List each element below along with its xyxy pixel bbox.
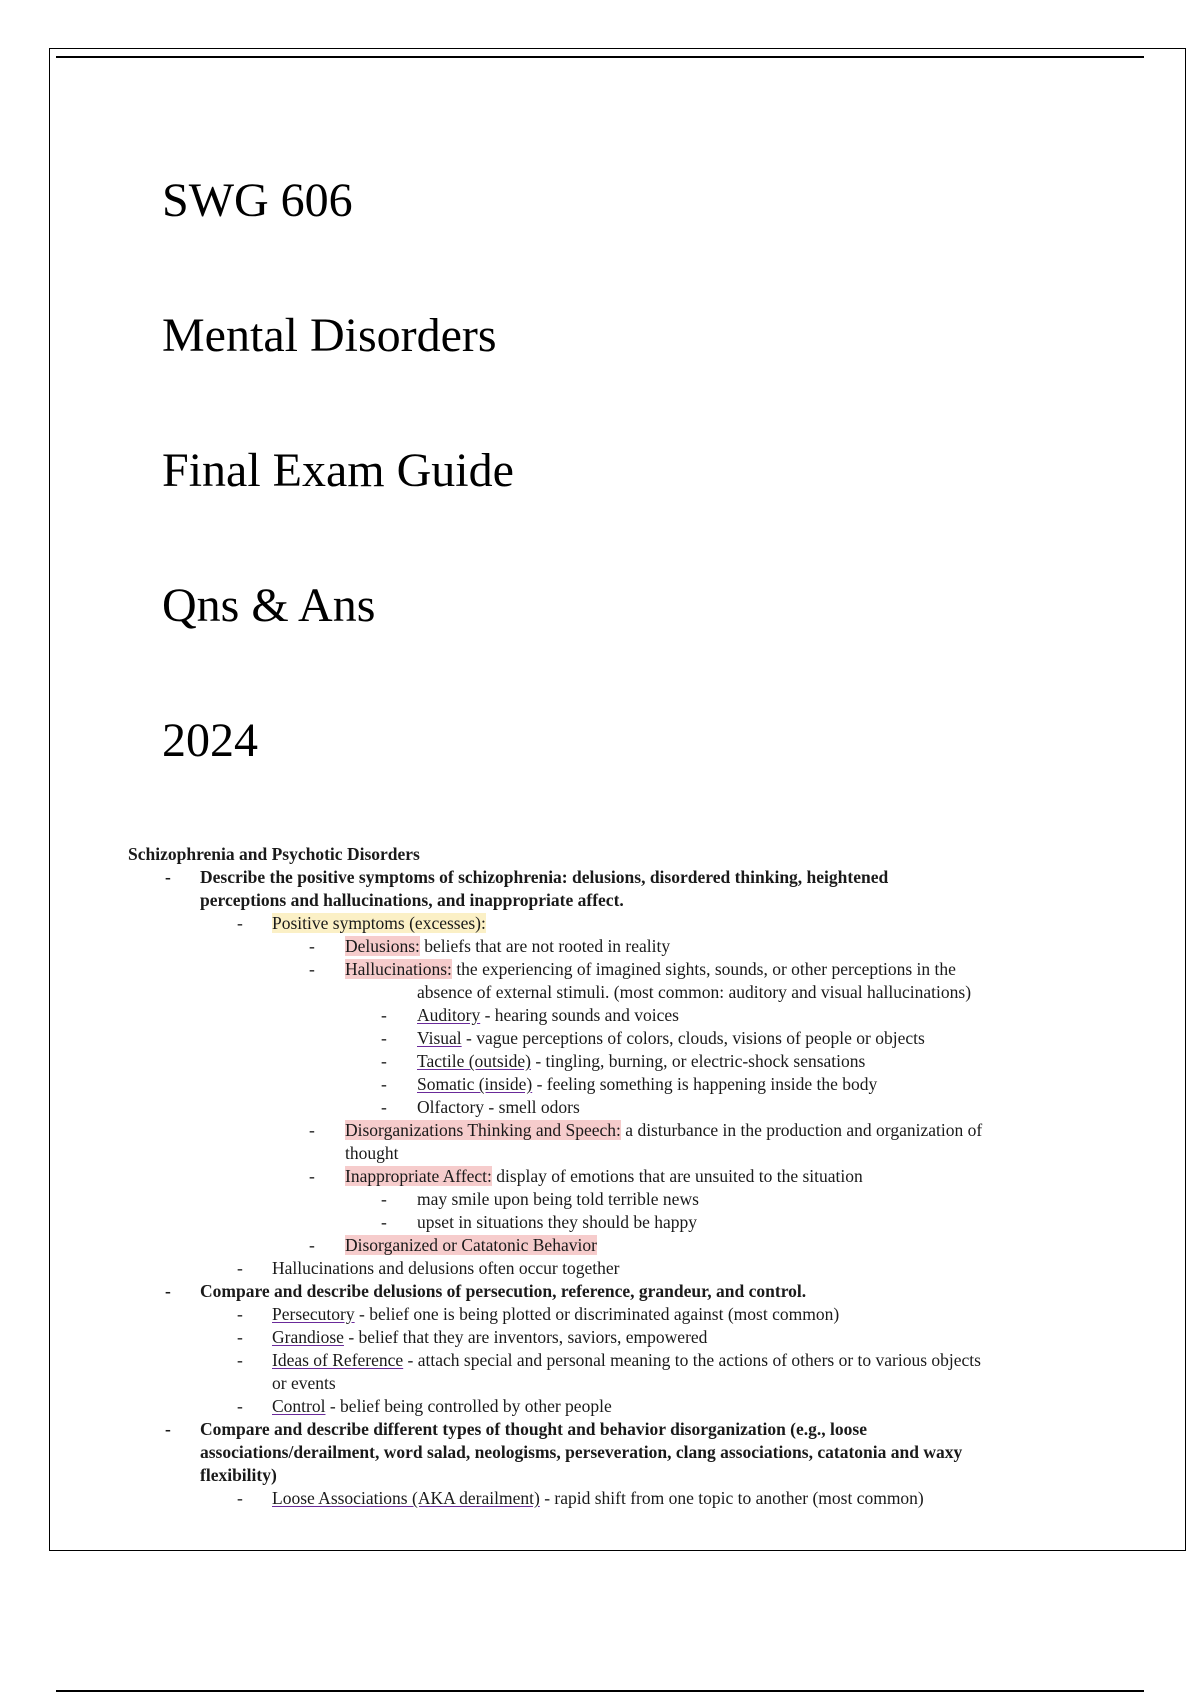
top-rule <box>56 56 1144 58</box>
list-item-loose-associations <box>128 1487 1128 1510</box>
list-dash: - <box>381 1097 387 1117</box>
question-thought-disorganization <box>128 1418 1128 1487</box>
definition: Olfactory - smell odors <box>417 1097 580 1117</box>
question-positive-symptoms <box>128 866 1128 912</box>
list-item-hallucinations <box>128 958 1128 1004</box>
definition: - attach special and personal meaning to the actions of others or to various objects <box>403 1350 981 1370</box>
definition: beliefs that are not rooted in reality <box>419 936 671 956</box>
definition: - belief that they are inventors, saviors, empowered <box>343 1327 708 1347</box>
underlined-term: Control <box>272 1396 326 1416</box>
guide-year: 2024 <box>162 714 258 767</box>
list-item-visual <box>128 1027 1128 1050</box>
list-dash: - <box>381 1212 387 1232</box>
list-item-occur-together <box>128 1257 1128 1280</box>
list-item-delusions <box>128 935 1128 958</box>
bottom-rule <box>56 1690 1144 1692</box>
definition: Hallucinations and delusions often occur together <box>272 1258 620 1278</box>
list-item-olfactory <box>128 1096 1128 1119</box>
underlined-term: Grandiose <box>272 1327 344 1347</box>
question-text: perceptions and hallucinations, and inappropriate affect. <box>200 890 624 910</box>
question-text: Describe the positive symptoms of schizophrenia: delusions, disordered thinking, heightened <box>200 867 889 887</box>
course-title: Mental Disorders <box>162 309 497 362</box>
definition: - belief one is being plotted or discriminated against (most common) <box>354 1304 840 1324</box>
cover-title-block <box>162 168 514 843</box>
list-dash: - <box>381 1005 387 1025</box>
list-dash: - <box>237 1488 243 1508</box>
underlined-term: Loose Associations (AKA derailment) <box>272 1488 540 1508</box>
definition: absence of external stimuli. (most common: auditory and visual hallucinations) <box>417 982 972 1002</box>
list-item-persecutory <box>128 1303 1128 1326</box>
guide-title: Final Exam Guide <box>162 444 514 497</box>
list-dash: - <box>165 1419 171 1439</box>
underlined-term: Ideas of Reference <box>272 1350 404 1370</box>
highlighted-term: Disorganizations Thinking and Speech: <box>345 1120 621 1140</box>
list-dash: - <box>237 1350 243 1370</box>
list-dash: - <box>237 913 243 933</box>
definition: - hearing sounds and voices <box>480 1005 679 1025</box>
list-dash: - <box>237 1327 243 1347</box>
list-item-auditory <box>128 1004 1128 1027</box>
list-item-grandiose <box>128 1326 1128 1349</box>
highlighted-term: Disorganized or Catatonic Behavior <box>345 1235 597 1255</box>
section-title: Schizophrenia and Psychotic Disorders <box>128 844 420 864</box>
underlined-term: Somatic (inside) <box>417 1074 533 1094</box>
list-item-positive-symptoms <box>128 912 1128 935</box>
list-item-inappropriate-affect <box>128 1165 1128 1188</box>
list-dash: - <box>165 1281 171 1301</box>
list-item-affect-example <box>128 1211 1128 1234</box>
list-dash: - <box>309 959 315 979</box>
definition: a disturbance in the production and organization of <box>620 1120 983 1140</box>
question-text: flexibility) <box>200 1465 277 1485</box>
question-text: associations/derailment, word salad, neologisms, perseveration, clang associations, catatonia and waxy <box>200 1442 963 1462</box>
list-dash: - <box>309 1235 315 1255</box>
definition: - feeling something is happening inside the body <box>532 1074 878 1094</box>
definition: the experiencing of imagined sights, sounds, or other perceptions in the <box>451 959 956 979</box>
underlined-term: Visual <box>417 1028 462 1048</box>
highlighted-term: Inappropriate Affect: <box>345 1166 492 1186</box>
highlighted-term: Positive symptoms (excesses): <box>272 913 486 933</box>
definition: - tingling, burning, or electric-shock sensations <box>530 1051 866 1071</box>
course-code: SWG 606 <box>162 174 353 227</box>
guide-subtitle: Qns & Ans <box>162 579 376 632</box>
list-item-disorganized-thinking <box>128 1119 1128 1165</box>
study-guide-content <box>128 843 1128 1510</box>
question-delusion-types <box>128 1280 1128 1303</box>
list-dash: - <box>381 1074 387 1094</box>
definition: upset in situations they should be happy <box>417 1212 697 1232</box>
list-dash: - <box>165 867 171 887</box>
highlighted-term: Hallucinations: <box>345 959 452 979</box>
underlined-term: Tactile (outside) <box>417 1051 531 1071</box>
highlighted-term: Delusions: <box>345 936 420 956</box>
definition: - belief being controlled by other people <box>325 1396 612 1416</box>
list-dash: - <box>237 1304 243 1324</box>
list-dash: - <box>309 1120 315 1140</box>
definition: thought <box>345 1143 399 1163</box>
list-dash: - <box>309 1166 315 1186</box>
question-text: Compare and describe delusions of persecution, reference, grandeur, and control. <box>200 1281 807 1301</box>
list-item-tactile <box>128 1050 1128 1073</box>
list-item-control <box>128 1395 1128 1418</box>
underlined-term: Auditory <box>417 1005 481 1025</box>
definition: - vague perceptions of colors, clouds, visions of people or objects <box>461 1028 925 1048</box>
definition: or events <box>272 1373 336 1393</box>
list-item-ideas-of-reference <box>128 1349 1128 1395</box>
underlined-term: Persecutory <box>272 1304 355 1324</box>
list-item-somatic <box>128 1073 1128 1096</box>
list-item-affect-example <box>128 1188 1128 1211</box>
list-dash: - <box>381 1189 387 1209</box>
list-dash: - <box>309 936 315 956</box>
list-dash: - <box>381 1028 387 1048</box>
list-dash: - <box>381 1051 387 1071</box>
list-dash: - <box>237 1396 243 1416</box>
list-dash: - <box>237 1258 243 1278</box>
definition: display of emotions that are unsuited to the situation <box>491 1166 863 1186</box>
question-text: Compare and describe different types of thought and behavior disorganization (e.g., loose <box>200 1419 867 1439</box>
definition: may smile upon being told terrible news <box>417 1189 699 1209</box>
definition: - rapid shift from one topic to another (most common) <box>539 1488 924 1508</box>
list-item-catatonic-behavior <box>128 1234 1128 1257</box>
